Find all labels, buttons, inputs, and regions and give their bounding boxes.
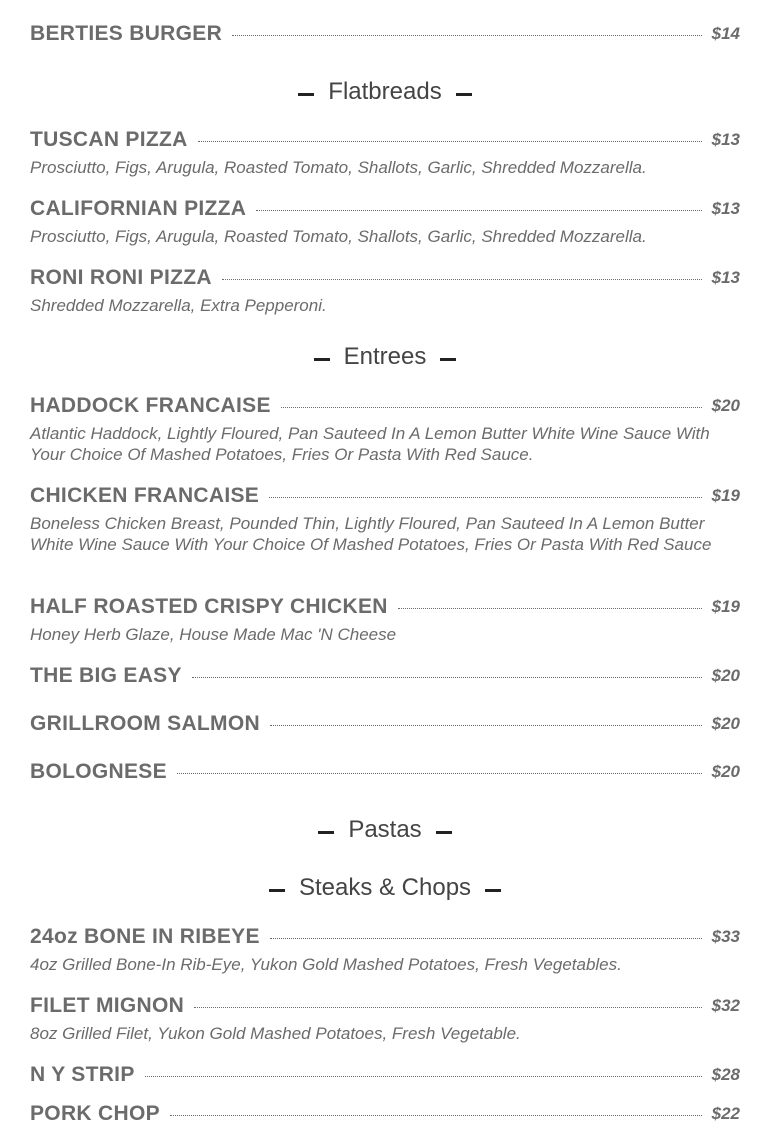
item-name: BOLOGNESE: [30, 760, 167, 783]
section-title: Flatbreads: [328, 78, 442, 105]
item-name: HALF ROASTED CRISPY CHICKEN: [30, 595, 388, 618]
menu-item-ny-strip: [30, 1062, 740, 1088]
dotted-leader: [198, 141, 702, 142]
menu-item-berties-burger: [30, 21, 740, 47]
section-heading-steaks-chops: [30, 873, 740, 903]
section-title: Steaks & Chops: [298, 874, 472, 901]
item-description: Atlantic Haddock, Lightly Floured, Pan Sauteed In A Lemon Butter White Wine Sauce With Your Choice Of Mashed Potatoes, Fries Or Pasta With Red Sauce.: [30, 424, 710, 464]
item-description: Prosciutto, Figs, Arugula, Roasted Tomato, Shallots, Garlic, Shredded Mozzarella.: [30, 227, 647, 246]
item-name: 24oz BONE IN RIBEYE: [30, 925, 260, 948]
menu-item-chicken-francaise: [30, 483, 740, 509]
dotted-leader: [194, 1007, 702, 1008]
item-name: HADDOCK FRANCAISE: [30, 394, 271, 417]
heading-dash-left: [318, 831, 334, 834]
item-name: CHICKEN FRANCAISE: [30, 484, 260, 507]
item-name: FILET MIGNON: [30, 994, 185, 1017]
item-price: $20: [711, 396, 740, 415]
menu-item-the-big-easy: [30, 663, 740, 689]
menu-item-tuscan-pizza: [30, 127, 740, 153]
dotted-leader: [270, 938, 702, 939]
menu-item-californian-pizza: [30, 196, 740, 222]
item-name: CALIFORNIAN PIZZA: [30, 197, 247, 220]
menu-item-haddock-francaise: [30, 393, 740, 419]
menu-item-pork-chop: [30, 1101, 740, 1127]
item-name: BERTIES BURGER: [30, 22, 223, 45]
item-name: RONI RONI PIZZA: [30, 266, 212, 289]
dotted-leader: [145, 1076, 702, 1077]
item-price: $13: [711, 268, 740, 287]
heading-dash-left: [314, 358, 330, 361]
heading-dash-right: [440, 358, 456, 361]
item-price: $19: [711, 486, 740, 505]
item-description: Shredded Mozzarella, Extra Pepperoni.: [30, 296, 327, 315]
item-price: $13: [711, 199, 740, 218]
item-description: Prosciutto, Figs, Arugula, Roasted Tomato, Shallots, Garlic, Shredded Mozzarella.: [30, 158, 647, 177]
item-price: $20: [711, 762, 740, 781]
heading-dash-left: [269, 889, 285, 892]
dotted-leader: [192, 677, 702, 678]
item-price: $22: [711, 1104, 740, 1123]
section-title: Pastas: [348, 816, 422, 843]
dotted-leader: [232, 35, 702, 36]
item-price: $28: [711, 1065, 740, 1084]
section-heading-pastas: [30, 815, 740, 845]
menu-item-filet-mignon: [30, 993, 740, 1019]
dotted-leader: [270, 725, 702, 726]
menu-item-grillroom-salmon: [30, 711, 740, 737]
dotted-leader: [256, 210, 701, 211]
section-heading-flatbreads: [30, 77, 740, 107]
menu-item-roni-roni-pizza: [30, 265, 740, 291]
item-name: PORK CHOP: [30, 1102, 160, 1125]
dotted-leader: [269, 497, 702, 498]
menu-item-half-roasted-crispy-chicken: [30, 594, 740, 620]
item-name: N Y STRIP: [30, 1063, 135, 1086]
item-price: $32: [711, 996, 740, 1015]
item-description: Honey Herb Glaze, House Made Mac 'N Cheese: [30, 625, 397, 644]
item-description: Boneless Chicken Breast, Pounded Thin, Lightly Floured, Pan Sauteed In A Lemon Butter White Wine Sauce With Your Choice Of Mashed Potatoes, Fries Or Pasta With Red Sauce: [30, 514, 712, 554]
menu-item-bolognese: [30, 759, 740, 785]
item-name: TUSCAN PIZZA: [30, 128, 188, 151]
section-title: Entrees: [343, 343, 427, 370]
item-name: THE BIG EASY: [30, 664, 182, 687]
item-price: $13: [711, 130, 740, 149]
heading-dash-right: [485, 889, 501, 892]
heading-dash-right: [436, 831, 452, 834]
item-price: $19: [711, 597, 740, 616]
item-price: $20: [711, 666, 740, 685]
dotted-leader: [222, 279, 702, 280]
heading-dash-left: [298, 93, 314, 96]
item-description: 4oz Grilled Bone-In Rib-Eye, Yukon Gold Mashed Potatoes, Fresh Vegetables.: [30, 955, 622, 974]
item-price: $14: [711, 24, 740, 43]
item-name: GRILLROOM SALMON: [30, 712, 260, 735]
item-price: $33: [711, 927, 740, 946]
dotted-leader: [398, 608, 702, 609]
item-price: $20: [711, 714, 740, 733]
heading-dash-right: [456, 93, 472, 96]
menu-item-bone-in-ribeye: [30, 924, 740, 950]
dotted-leader: [170, 1115, 702, 1116]
dotted-leader: [281, 407, 702, 408]
dotted-leader: [177, 773, 702, 774]
item-description: 8oz Grilled Filet, Yukon Gold Mashed Potatoes, Fresh Vegetable.: [30, 1024, 521, 1043]
section-heading-entrees: [30, 342, 740, 372]
